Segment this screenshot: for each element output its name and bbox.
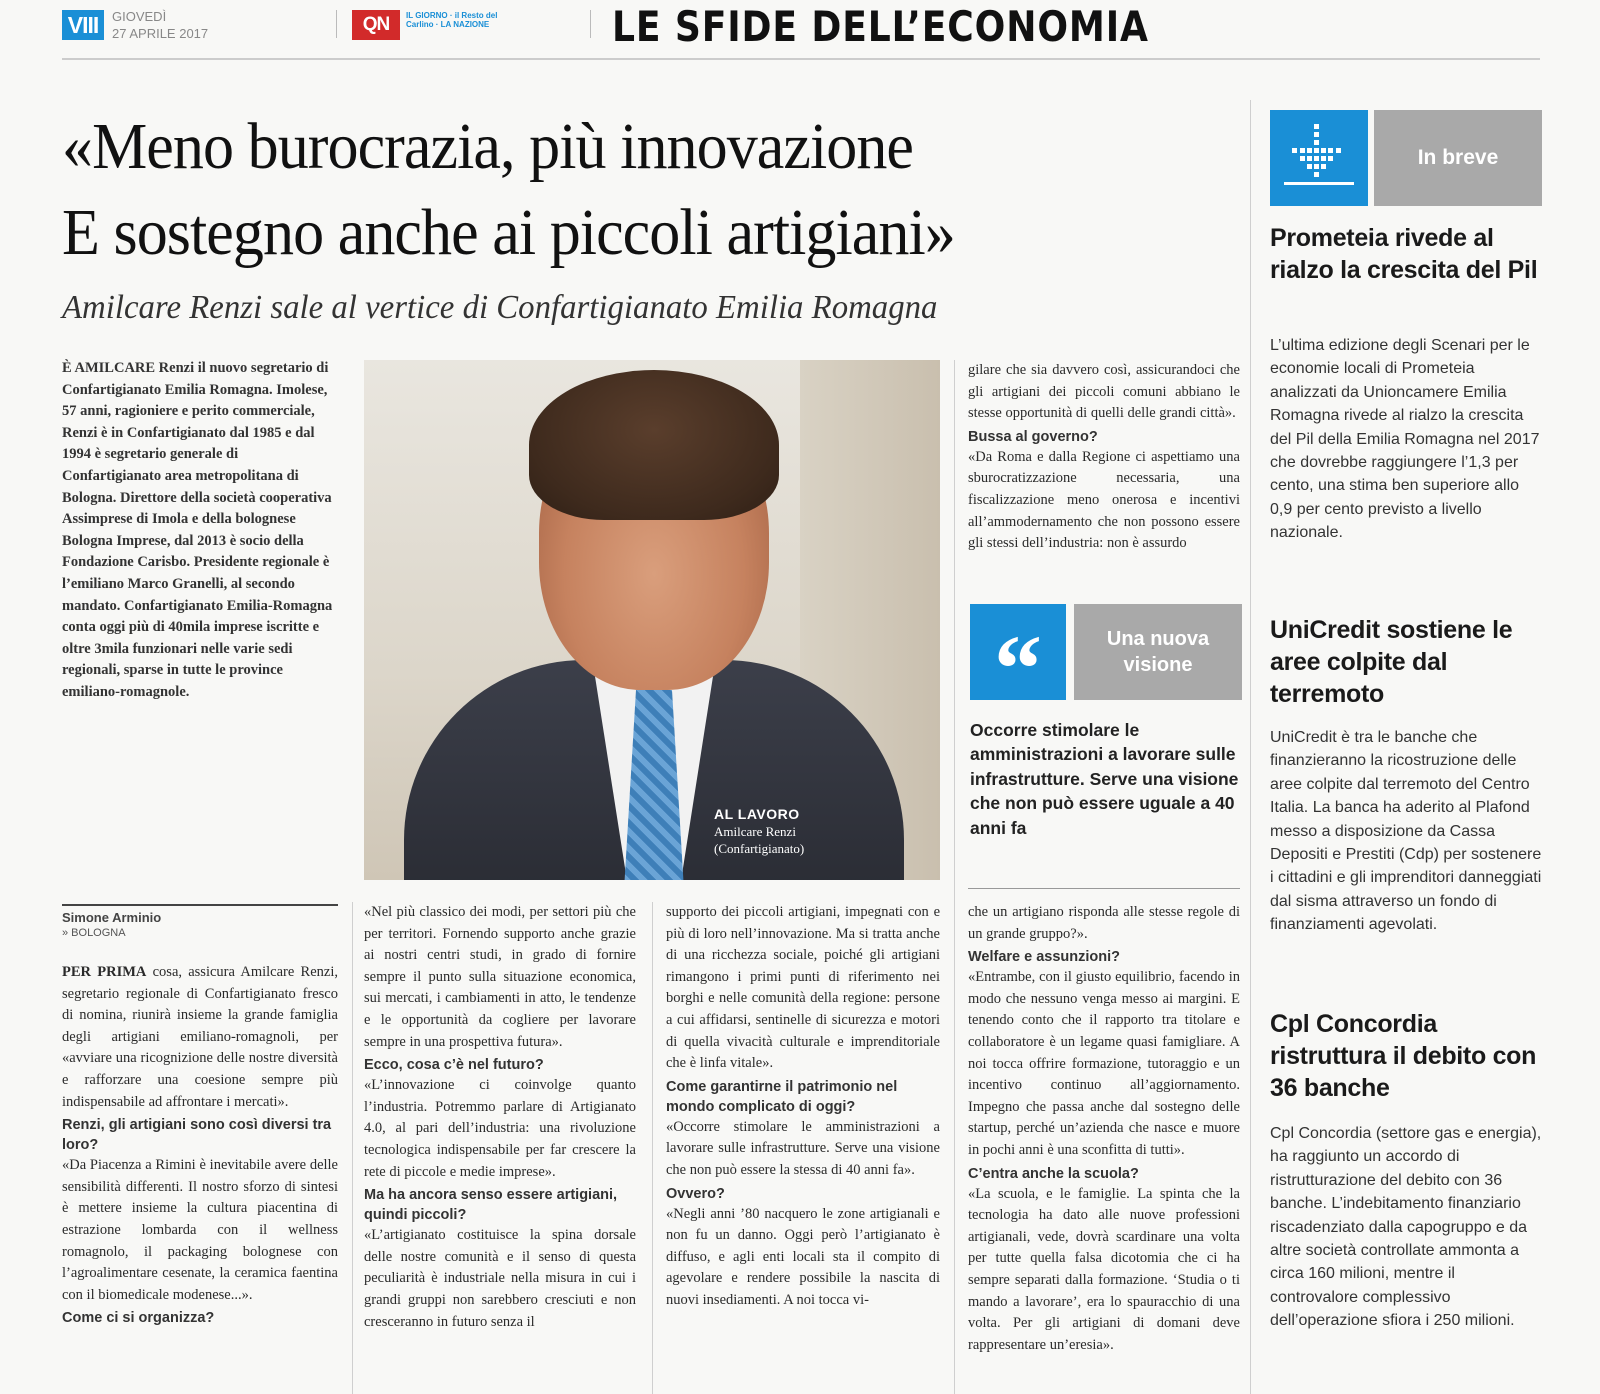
interview-answer: gilare che sia davvero così, assicurandoci che gli artigiani dei piccoli comuni abbiano le stesse opportunità di quelli delle grandi città». xyxy=(968,362,1240,422)
lead-in: PER PRIMA xyxy=(62,964,147,980)
section-title: LE SFIDE DELL’ECONOMIA xyxy=(612,2,1149,51)
interview-answer: «Da Roma e dalla Regione ci aspettiamo una sburocratizzazione necessaria, una fiscalizzazione meno onerosa e incentivi all’ammodernamento che non possono essere gli stessi dell’industria: non è assurdo xyxy=(968,448,1240,552)
brief-title: UniCredit sostiene le aree colpite dal terremoto xyxy=(1270,616,1513,708)
interview-answer: che un artigiano risponda alle stesse regole di un grande gruppo?». xyxy=(968,904,1240,942)
brief-body: L’ultima edizione degli Scenari per le economie locali di Prometeia analizzati da Unioncamere Emilia Romagna rivede al rialzo la crescita del Pil della Emilia Romagna nel 2017 che dovrebbe raggiungere l’1,3 per cento, una stima ben superiore allo 0,9 per cento previsto a livello nazionale. xyxy=(1270,337,1540,542)
interview-answer: «Occorre stimolare le amministrazioni a lavorare sulle infrastrutture. Serve una visione che non può essere la stessa di 40 anni fa». xyxy=(666,1118,940,1178)
download-arrow-icon xyxy=(1270,110,1368,206)
quote-label-line-2: visione xyxy=(1123,654,1193,676)
article-subheadline: Amilcare Renzi sale al vertice di Confartigianato Emilia Romagna xyxy=(62,289,938,326)
quote-label-line-1: Una nuova xyxy=(1106,628,1210,650)
interview-question: Ma ha ancora senso essere artigiani, quindi piccoli? xyxy=(364,1187,618,1224)
interview-answer: supporto dei piccoli artigiani, impegnati con e più di loro nell’innovazione. Ma si tratta anche di una ricchezza sociale, poiché gli artigiani rimangono i primi punti di riferimento nei borghi e nelle comunità della regione: persone a cui affidarsi, sentinelle di sicurezza e motori di quella vivacità culturale e imprenditoriale che è linfa vitale». xyxy=(666,904,940,1072)
issue-date-text: 27 APRILE 2017 xyxy=(112,26,209,41)
interview-answer: «Da Piacenza a Rimini è inevitabile avere delle sensibilità differenti. Il nostro sforzo di sintesi è mettere insieme la cultura piacentina di estrazione lombarda con il wellness romagnolo, il packaging bolognese con l’agroalimentare cesenate, la ceramica faentina con il biomedicale modenese...». xyxy=(62,1157,338,1303)
article-photo xyxy=(364,360,940,880)
page-number: VIII xyxy=(62,10,104,40)
interview-question: C’entra anche la scuola? xyxy=(968,1165,1139,1182)
brief-title: Cpl Concordia ristruttura il debito con 36 banche xyxy=(1270,1010,1537,1102)
quote-icon: “ xyxy=(970,604,1066,700)
paragraph-text: cosa, assicura Amilcare Renzi, segretario regionale di Confartigianato fresco di nomina, riunirà insieme la grande famiglia degli artigiani emiliano-romagnoli, per «avviare una ricognizione delle nostre diversità e rafforzare una coesione sempre più indispensabile ad affrontare i mercati». xyxy=(62,964,338,1110)
qn-logo: QN xyxy=(352,10,400,40)
interview-answer: «L’artigianato costituisce la spina dorsale delle nostre comunità e il senso di questa peculiarità è industriale nella misura in cui i grandi gruppi non sarebbero cresciuti e non cresceranno in futuro senza il xyxy=(364,1227,636,1330)
body-column-3 xyxy=(666,902,940,1392)
issue-day: GIOVEDÌ xyxy=(112,9,167,24)
article-intro: È AMILCARE Renzi il nuovo segretario di Confartigianato Emilia Romagna. Imolese, 57 anni, ragioniere e perito commerciale, Renzi è in Confartigianato dal 1985 e dal 1994 è segretario generale di Confartigianato area metropolitana di Bologna. Direttore della società cooperativa Assimprese di Imola e della bolognese Bologna Imprese, dal 2013 è socio della Fondazione Carisbo. Presidente regionale è l’emiliano Marco Granelli, al secondo mandato. Confartigianato Emilia-Romagna conta oggi più di 40mila imprese iscritte e oltre 3mila funzionari nelle varie sedi regionali, sparse in tutte le province emiliano-romagnole. xyxy=(62,360,333,700)
brief-title: Prometeia rivede al rialzo la crescita del Pil xyxy=(1270,224,1538,284)
interview-question: Welfare e assunzioni? xyxy=(968,949,1121,966)
brief-body: UniCredit è tra le banche che finanzieranno la ricostruzione delle aree colpite dal terremoto del Centro Italia. La banca ha aderito al Plafond messo a disposizione da Cassa Depositi e Prestiti (Cdp) per sostenere i cittadini e gli imprenditori danneggiati dal sisma attraverso un fondo di finanziamenti agevolati. xyxy=(1270,729,1542,934)
dateline: » BOLOGNA xyxy=(62,927,126,939)
interview-question: Ecco, cosa c’è nel futuro? xyxy=(364,1057,544,1074)
sidebar-label: In breve xyxy=(1374,110,1542,206)
header-rule xyxy=(62,58,1540,60)
interview-question: Come ci si organizza? xyxy=(62,1310,215,1327)
column-divider xyxy=(652,902,653,1394)
photo-caption xyxy=(714,823,804,857)
body-column-4 xyxy=(968,902,1240,1392)
header-divider-2 xyxy=(590,10,591,38)
body-paragraph xyxy=(62,962,338,1113)
photo-caption-title: AL LAVORO xyxy=(714,806,800,822)
author-name: Simone Arminio xyxy=(62,910,162,925)
interview-answer: «La scuola, e le famiglie. La spinta che la tecnologia ha dato alle nuove professioni artigianali, vede, dovrà scardinare una volta per tutte quella falsa dicotomia che ci ha sempre separati dalla formazione. ‘Studia o ti mando a lavorare’, era lo spauracchio di una volta. Per gli artigiani di domani deve rappresentare un’eresia». xyxy=(968,1185,1240,1353)
article-headline xyxy=(62,104,1171,276)
interview-question: Ovvero? xyxy=(666,1185,725,1202)
photo-caption-line-1: Amilcare Renzi xyxy=(714,824,796,839)
pull-quote-rule xyxy=(968,888,1240,889)
interview-answer: «Nel più classico dei modi, per settori più che per territori. Fornendo supporto anche grazie ai nostri centri studi, in grado di fornire sempre il punto sulla situazione economica, sui mercati, i cambiamenti in atto, le tendenze e le opportunità da cogliere per lavorare sempre in una prospettiva futura». xyxy=(364,904,636,1050)
interview-answer: «Negli anni ’80 nacquero le zone artigianali e non fu un danno. Oggi però l’artigianato è diffuso, e agli enti locali sta il compito di agevolare e rendere possibile la nascita di nuovi insediamenti. A noi tocca vi- xyxy=(666,1205,940,1308)
body-column-1 xyxy=(62,962,338,1392)
qn-logo-subtitle: IL GIORNO · il Resto del Carlino · LA NAZIONE xyxy=(406,11,498,29)
column-divider xyxy=(352,902,353,1394)
sidebar-divider xyxy=(1250,100,1251,1394)
photo-hair xyxy=(529,370,779,520)
interview-question: Renzi, gli artigiani sono così diversi tra loro? xyxy=(62,1117,332,1154)
body-column-4-top xyxy=(968,360,1240,586)
brief-body: Cpl Concordia (settore gas e energia), ha raggiunto un accordo di ristrutturazione del debito con 36 banche. L’indebitamento finanziario riscadenziato dalla capogruppo e da altre società controllate ammonta a circa 160 milioni, mentre il controvalore complessivo dell’operazione sfiora i 250 milioni. xyxy=(1270,1125,1542,1330)
headline-line-2: E sostegno anche ai piccoli artigiani» xyxy=(62,196,955,269)
body-column-2 xyxy=(364,902,636,1392)
headline-line-1: «Meno burocrazia, più innovazione xyxy=(62,110,914,183)
quote-box-label xyxy=(1074,604,1242,700)
interview-answer: «Entrambe, con il giusto equilibrio, facendo in modo che nessuno venga messo ai margini. E tenendo conto che il rapporto tra titolare e collaboratore è un legame quasi famigliare. A noi tocca offrire formazione, tutoraggio e un incentivo continuo all’aggiornamento. Impegno che passa anche dal sostegno delle startup, perché un’azienda che nasce e muore in pochi anni è una sconfitta di tutti». xyxy=(968,969,1240,1158)
interview-question: Come garantirne il patrimonio nel mondo complicato di oggi? xyxy=(666,1078,898,1115)
pull-quote: Occorre stimolare le amministrazioni a lavorare sulle infrastrutture. Serve una visione che non può essere uguale a 40 anni fa xyxy=(970,720,1239,838)
issue-date xyxy=(112,8,208,42)
byline xyxy=(62,904,338,939)
header-divider xyxy=(336,10,337,38)
column-divider xyxy=(954,360,955,1394)
interview-question: Bussa al governo? xyxy=(968,428,1098,445)
interview-answer: «L’innovazione ci coinvolge quanto l’industria. Potremmo parlare di Artigianato 4.0, al pari dell’industria: una rivoluzione tecnologica indispensabile per far crescere la rete di piccole e medie imprese». xyxy=(364,1077,636,1180)
photo-caption-line-2: (Confartigianato) xyxy=(714,841,805,856)
